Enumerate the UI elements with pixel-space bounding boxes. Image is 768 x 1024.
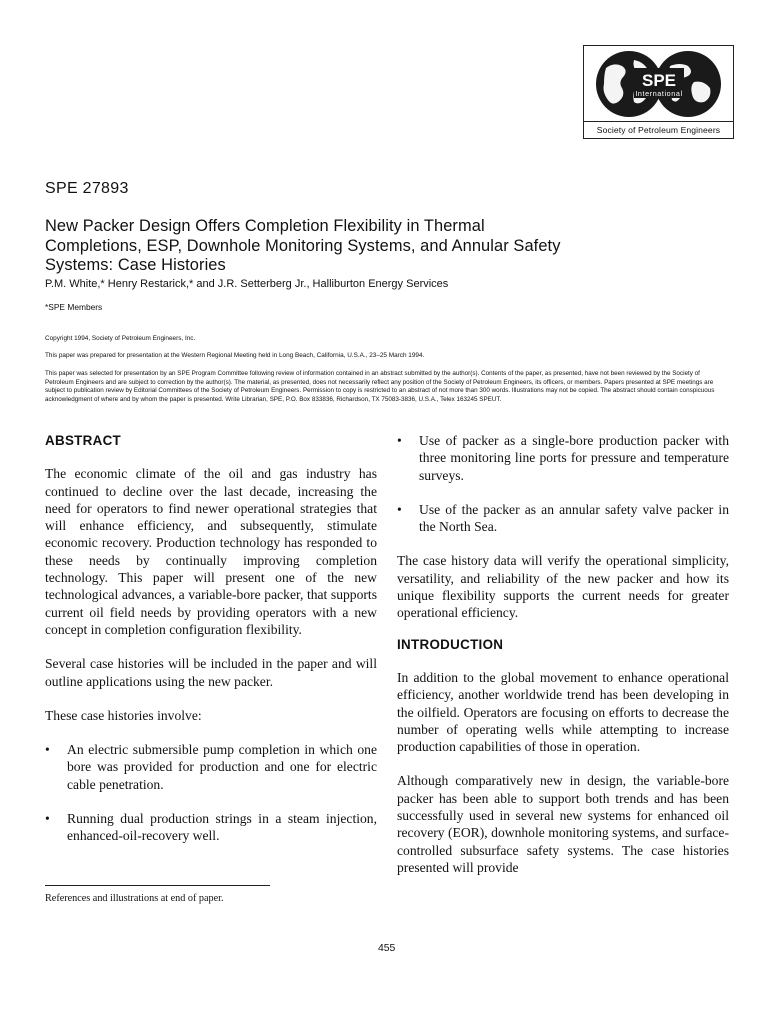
page-number: 455 — [378, 943, 396, 954]
right-column — [397, 432, 729, 876]
left-column — [45, 432, 377, 845]
copyright-line: Copyright 1994, Society of Petroleum Engineers, Inc. — [45, 335, 196, 342]
bullet-icon: • — [397, 433, 402, 448]
abstract-heading: ABSTRACT — [45, 433, 122, 448]
list-item — [397, 501, 729, 536]
logo-caption: Society of Petroleum Engineers — [583, 121, 734, 139]
list-item-text: An electric submersible pump completion in which one bore was provided for production and one for electric cable penetration. — [67, 742, 377, 792]
list-item-text: Use of the packer as an annular safety valve packer in the North Sea. — [419, 501, 729, 535]
list-item — [397, 432, 729, 484]
introduction-heading: INTRODUCTION — [397, 636, 504, 652]
list-item-text: Running dual production strings in a steam injection, enhanced-oil-recovery well. — [67, 811, 377, 844]
abstract-paragraph: The economic climate of the oil and gas industry has continued to decline over the last decade, increasing the need for operators to find newer operational strategies that will enhance efficiency, and subsequently, stimulate economic recovery. Production technology has responded to these needs by continually improving completion technology. This paper will present one of the new technological advances, a variable-bore packer, that supports current oil field needs by providing operators with a new concept in completion configuration flexibility. — [45, 466, 377, 637]
bullet-icon: • — [397, 501, 402, 517]
abstract-paragraph: Several case histories will be included in the paper and will outline applications using the new packer. — [45, 656, 377, 689]
paper-title: New Packer Design Offers Completion Flexibility in Thermal Completions, ESP, Downhole Monitoring Systems, and Annular Safety Systems: Case Histories — [45, 217, 561, 274]
footnote-divider — [45, 885, 270, 886]
bullet-icon: • — [45, 742, 50, 758]
members-note: *SPE Members — [45, 302, 103, 312]
paper-number: SPE 27893 — [45, 180, 129, 197]
authors-line: P.M. White,* Henry Restarick,* and J.R. Setterberg Jr., Halliburton Energy Services — [45, 278, 449, 290]
introduction-paragraph: Although comparatively new in design, the variable-bore packer has been able to support both trends and has been successfully used in several new systems for enhanced oil recovery (EOR), downhole monitoring systems, and surface-controlled subsurface safety systems. The case histories presented will provide — [397, 773, 729, 875]
footnote: References and illustrations at end of paper. — [45, 893, 224, 904]
logo-sub-text: International — [635, 89, 683, 98]
logo-brand-text: SPE — [641, 71, 677, 90]
abstract-paragraph: These case histories involve: — [45, 707, 202, 723]
presentation-line: This paper was prepared for presentation at the Western Regional Meeting held in Long Beach, California, U.S.A., 23–25 March 1994. — [45, 352, 425, 359]
abstract-paragraph: The case history data will verify the operational simplicity, versatility, and reliability of the new packer and how its unique flexibility supports the current needs for greater operational efficiency. — [397, 553, 729, 621]
review-notice: This paper was selected for presentation by an SPE Program Committee following review of information contained in an abstract submitted by the author(s). Contents of the paper, as presented, have not been reviewed by the Society of Petroleum Engineers and are subject to correction by the author(s). The material, as presented, does not necessarily reflect any position of the Society of Petroleum Engineers, its officers, or members. Papers presented at SPE meetings are subject to publication review by Editorial Committees of the Society of Petroleum Engineers. Permission to copy is restricted to an abstract of not more than 300 words. Illustrations may not be copied. The abstract should contain conspicuous acknowledgment of where and by whom the paper is presented. Write Librarian, SPE, P.O. Box 833836, Richardson, TX 75083-3836, U.S.A., Telex 163245 SPEUT. — [45, 370, 715, 403]
globe-logo-icon — [584, 46, 733, 120]
list-item-text: Use of packer as a single-bore production packer with three monitoring line ports for pressure and temperature surveys. — [419, 433, 729, 483]
list-item — [45, 741, 377, 793]
bullet-icon: • — [45, 811, 50, 827]
list-item — [45, 810, 377, 845]
introduction-paragraph: In addition to the global movement to enhance operational efficiency, another worldwide trend has been developing in the oilfield. Operators are focusing on efforts to decrease the number of operating wells while attempting to increase production capabilities of those in operation. — [397, 669, 729, 755]
